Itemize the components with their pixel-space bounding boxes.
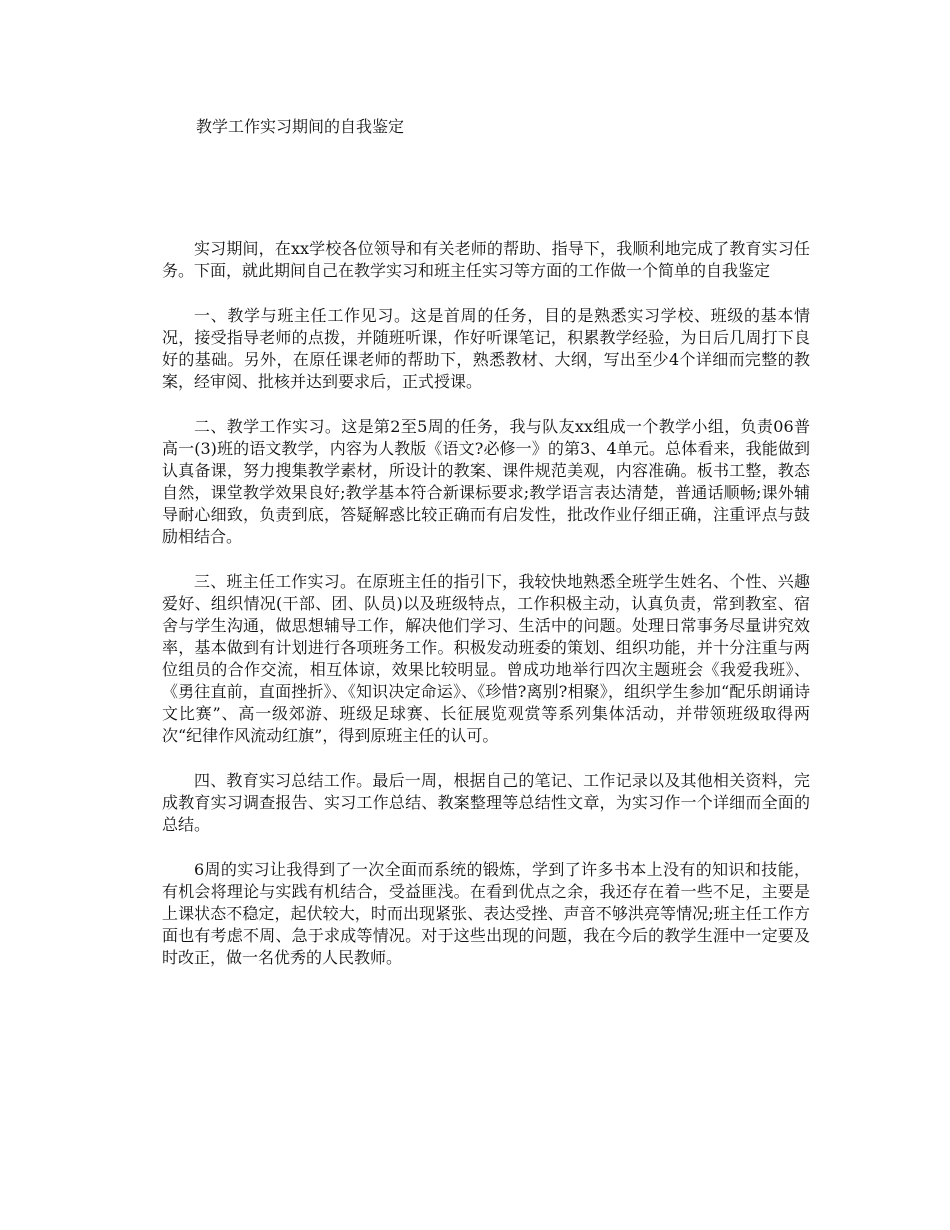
paragraph-section-2: 二、教学工作实习。这是第2至5周的任务，我与队友xx组成一个教学小组，负责06普高一(3)班的语文教学，内容为人教版《语文?必修一》的第3、4单元。总体看来，我能做到认真备课，努力搜集教学素材，所设计的教案、课件规范美观，内容准确。板书工整，教态自然，课堂教学效果良好;教学基本符合新课标要求;教学语言表达清楚，普通话顺畅;课外辅导耐心细致，负责到底，答疑解惑比较正确而有启发性，批改作业仔细正确，注重评点与鼓励相结合。 [162, 417, 810, 546]
paragraph-conclusion: 6周的实习让我得到了一次全面而系统的锻炼，学到了许多书本上没有的知识和技能，有机会将理论与实践有机结合，受益匪浅。在看到优点之余，我还存在着一些不足，主要是上课状态不稳定，起伏较大，时而出现紧张、表达受挫、声音不够洪亮等情况;班主任工作方面也有考虑不周、急于求成等情况。对于这些出现的问题，我在今后的教学生涯中一定要及时改正，做一名优秀的人民教师。 [162, 860, 810, 967]
paragraph-section-3: 三、班主任工作实习。在原班主任的指引下，我较快地熟悉全班学生姓名、个性、兴趣爱好、组织情况(干部、团、队员)以及班级特点，工作积极主动，认真负责，常到教室、宿舍与学生沟通，做思想辅导工作，解决他们学习、生活中的问题。处理日常事务尽量讲究效率，基本做到有计划进行各项班务工作。积极发动班委的策划、组织功能，并十分注重与两位组员的合作交流，相互体谅，效果比较明显。曾成功地举行四次主题班会《我爱我班》、《勇往直前，直面挫折》、《知识决定命运》、《珍惜?离别?相聚》，组织学生参加“配乐朗诵诗文比赛”、高一级郊游、班级足球赛、长征展览观赏等系列集体活动，并带领班级取得两次“纪律作风流动红旗”，得到原班主任的认可。 [162, 572, 810, 745]
paragraph-section-1: 一、教学与班主任工作见习。这是首周的任务，目的是熟悉实习学校、班级的基本情况，接受指导老师的点拨，并随班听课，作好听课笔记，积累教学经验，为日后几周打下良好的基础。另外，在原任课老师的帮助下，熟悉教材、大纲，写出至少4个详细而完整的教案，经审阅、批核并达到要求后，正式授课。 [162, 306, 810, 391]
paragraph-intro: 实习期间，在xx学校各位领导和有关老师的帮助、指导下，我顺利地完成了教育实习任务。下面，就此期间自己在教学实习和班主任实习等方面的工作做一个简单的自我鉴定 [162, 239, 810, 280]
document-title: 教学工作实习期间的自我鉴定 [196, 117, 405, 136]
document-body [162, 238, 810, 992]
paragraph-section-4: 四、教育实习总结工作。最后一周，根据自己的笔记、工作记录以及其他相关资料，完成教育实习调查报告、实习工作总结、教案整理等总结性文章，为实习作一个详细而全面的总结。 [162, 771, 810, 834]
